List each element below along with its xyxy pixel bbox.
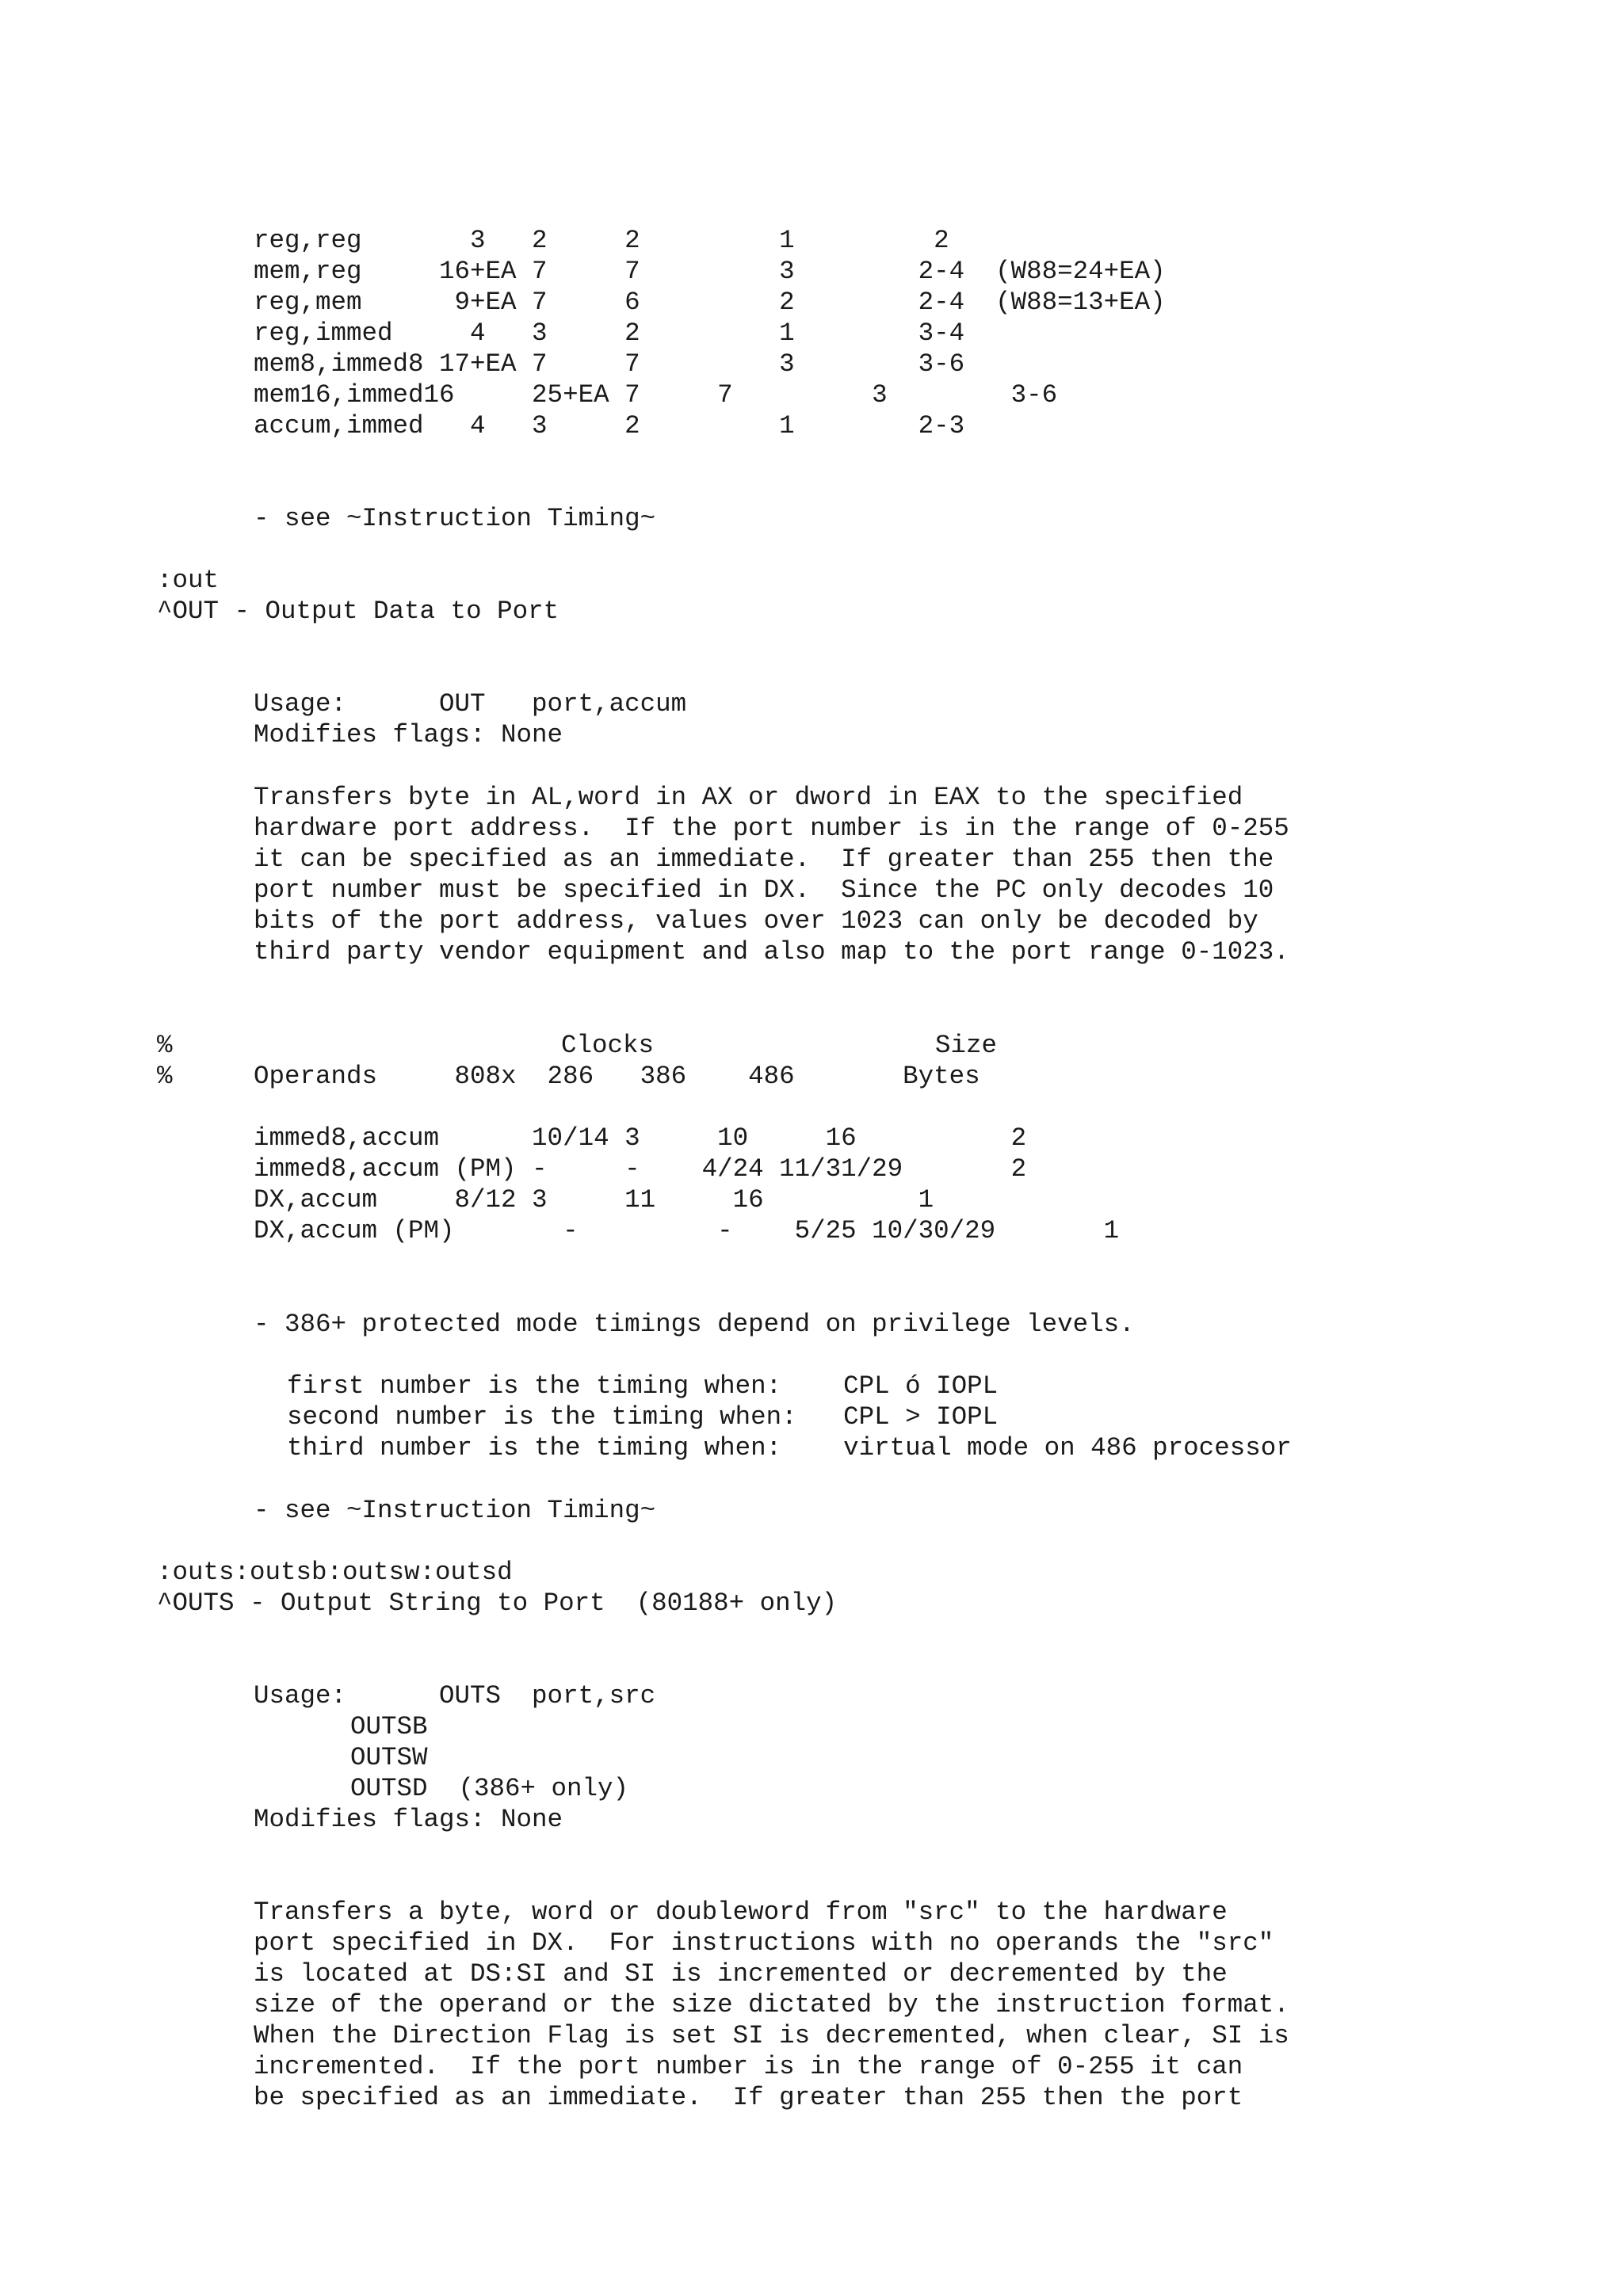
text-line: Transfers byte in AL,word in AX or dword in EAX to the specified <box>254 783 1243 812</box>
text-line: reg,immed 4 3 2 1 3-4 <box>254 318 965 348</box>
text-line: % <box>157 1031 173 1060</box>
text-line: size of the operand or the size dictated by the instruction format. <box>254 1990 1289 2019</box>
text-line: % <box>157 1062 173 1091</box>
text-line: Usage: OUTS port,src <box>254 1681 656 1711</box>
text-line: Clocks <box>561 1031 655 1060</box>
text-line: first number is the timing when: CPL ó IOPL <box>287 1371 999 1401</box>
text-line: port number must be specified in DX. Since the PC only decodes 10 <box>254 875 1274 905</box>
text-line: third number is the timing when: virtual mode on 486 processor <box>287 1433 1292 1463</box>
text-line: OUTSB <box>350 1712 428 1741</box>
text-line: immed8,accum 10/14 3 10 16 2 <box>254 1123 1027 1153</box>
text-line: accum,immed 4 3 2 1 2-3 <box>254 411 965 441</box>
text-line: When the Direction Flag is set SI is decremented, when clear, SI is <box>254 2021 1289 2050</box>
text-line: it can be specified as an immediate. If greater than 255 then the <box>254 845 1274 874</box>
text-line: hardware port address. If the port number is in the range of 0-255 <box>254 814 1289 843</box>
text-line: mem16,immed16 25+EA 7 7 3 3-6 <box>254 380 1058 410</box>
text-line: immed8,accum (PM) - - 4/24 11/31/29 2 <box>254 1154 1027 1184</box>
text-line: reg,reg 3 2 2 1 2 <box>254 226 949 255</box>
text-line: - see ~Instruction Timing~ <box>254 504 656 533</box>
text-line: is located at DS:SI and SI is incremented or decremented by the <box>254 1959 1228 1989</box>
text-line: bits of the port address, values over 1023 can only be decoded by <box>254 906 1258 936</box>
text-line: :outs:outsb:outsw:outsd <box>157 1558 513 1587</box>
text-line: second number is the timing when: CPL > IOPL <box>287 1402 999 1432</box>
text-line: DX,accum 8/12 3 11 16 1 <box>254 1185 934 1215</box>
text-line: OUTSD (386+ only) <box>350 1774 629 1803</box>
text-line: :out <box>157 566 220 595</box>
text-line: third party vendor equipment and also map to the port range 0-1023. <box>254 937 1289 967</box>
text-line: mem8,immed8 17+EA 7 7 3 3-6 <box>254 349 965 379</box>
text-line: - 386+ protected mode timings depend on privilege levels. <box>254 1310 1135 1339</box>
text-line: be specified as an immediate. If greater than 255 then the port <box>254 2083 1243 2112</box>
text-line: Size <box>935 1031 998 1060</box>
text-line: incremented. If the port number is in the range of 0-255 it can <box>254 2052 1243 2081</box>
text-line: reg,mem 9+EA 7 6 2 2-4 (W88=13+EA) <box>254 288 1166 317</box>
text-line: - see ~Instruction Timing~ <box>254 1496 656 1525</box>
text-line: Usage: OUT port,accum <box>254 689 687 719</box>
text-line: port specified in DX. For instructions with no operands the "src" <box>254 1928 1274 1958</box>
text-line: mem,reg 16+EA 7 7 3 2-4 (W88=24+EA) <box>254 257 1166 286</box>
text-line: ^OUTS - Output String to Port (80188+ only) <box>157 1589 838 1618</box>
text-line: Modifies flags: None <box>254 720 563 749</box>
text-line: Transfers a byte, word or doubleword from "src" to the hardware <box>254 1897 1228 1927</box>
text-line: Operands 808x 286 386 486 Bytes <box>254 1062 980 1091</box>
text-line: OUTSW <box>350 1743 428 1772</box>
text-line: DX,accum (PM) - - 5/25 10/30/29 1 <box>254 1216 1120 1245</box>
text-line: Modifies flags: None <box>254 1805 563 1834</box>
text-line: ^OUT - Output Data to Port <box>157 597 559 626</box>
